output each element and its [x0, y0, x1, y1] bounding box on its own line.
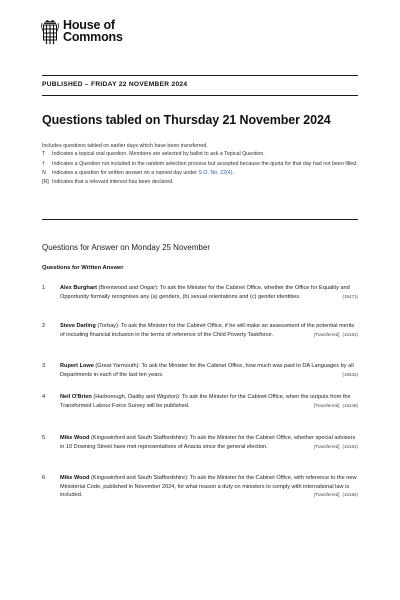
question-text: (Great Yarmouth): To ask the Minister for the Cabinet Office, how much was paid to DA Languages by all Departments in each of the last ten years. — [60, 363, 354, 378]
legend-text-after: . — [232, 169, 234, 176]
question-body — [60, 393, 358, 410]
transferred-tag: [Transferred] — [313, 402, 340, 408]
question-item — [42, 322, 358, 339]
question-id: (15248) — [342, 402, 358, 408]
member-name: Mike Wood — [60, 435, 90, 441]
transferred-tag: [Transferred] — [313, 443, 340, 449]
question-body — [60, 474, 358, 500]
member-name: Steve Darling — [60, 323, 96, 329]
transferred-tag: [Transferred] — [313, 331, 340, 337]
question-number: 2 — [42, 323, 46, 329]
portcullis-icon — [40, 19, 60, 45]
question-id: (15191) — [342, 443, 358, 449]
question-body — [60, 284, 358, 301]
question-body — [60, 362, 358, 379]
legend-symbol: N — [42, 169, 46, 176]
legend-item-topical — [42, 151, 358, 158]
question-text: (Torbay): To ask the Minister for the Cabinet Office, if he will make an assessment of the potential merits of including financial inclusion in the terms of reference of the Child Poverty Taskforce. — [60, 323, 355, 338]
legend-symbol: † — [42, 160, 45, 167]
question-id: (15632) — [342, 371, 358, 377]
logo-wordmark — [63, 19, 123, 43]
legend-text-before: Indicates a question for written answer on a named day under — [52, 169, 199, 176]
question-id: (15191) — [342, 331, 358, 337]
legend-item-relevant-interest — [42, 179, 358, 186]
question-id: (15192) — [342, 492, 358, 497]
question-body — [60, 322, 358, 339]
top-rule — [42, 75, 358, 76]
question-item — [42, 393, 358, 410]
question-item — [42, 362, 358, 379]
question-text: (Kingswinford and South Staffordshire): To ask the Minister for the Cabinet Office, whether special advisers in 10 Downing Street have met representatives of Anacta since the general election. — [60, 435, 356, 450]
legend-symbol: T — [42, 151, 46, 158]
question-item — [42, 474, 358, 500]
header-divider — [42, 95, 358, 96]
standing-order-link[interactable]: S.O. No. 22(4) — [198, 169, 233, 176]
question-meta — [314, 331, 358, 340]
question-number: 6 — [42, 475, 46, 481]
question-meta — [339, 293, 358, 302]
question-number: 3 — [42, 363, 46, 369]
notes-intro: Includes questions tabled on earlier days which have been transferred. — [42, 143, 208, 149]
question-meta — [314, 491, 358, 500]
notes-divider — [42, 219, 358, 220]
question-number: 1 — [42, 285, 46, 291]
member-name: Rupert Lowe — [60, 363, 94, 369]
legend-text: Indicates that a relevant interest has been declared. — [52, 179, 174, 186]
legend-text: Indicates a topical oral question. Members are selected by ballot to ask a Topical Question. — [52, 151, 265, 158]
logo-line-2: Commons — [63, 30, 123, 44]
question-item — [42, 284, 358, 301]
section-title: Questions for Answer on Monday 25 November — [42, 243, 211, 252]
member-name: Alex Burghart — [60, 285, 97, 291]
legend-notes — [42, 143, 358, 189]
question-meta — [339, 371, 358, 380]
member-name: Neil O'Brien — [60, 394, 92, 400]
question-id: (15471) — [342, 293, 358, 299]
legend-text — [52, 170, 358, 177]
legend-item-dagger — [42, 161, 358, 168]
question-meta — [314, 402, 358, 411]
legend-item-named-day — [42, 170, 358, 177]
question-number: 4 — [42, 394, 46, 400]
question-body — [60, 434, 358, 451]
page-title: Questions tabled on Thursday 21 November 2024 — [42, 113, 331, 127]
logo-line-1: House of — [63, 18, 115, 32]
question-text: (Harborough, Oadby and Wigston): To ask the Minister for the Cabinet Office, when the outputs from the Transformed Labour Force Survey will be published. — [60, 394, 351, 409]
question-meta — [314, 443, 358, 452]
house-of-commons-logo — [40, 19, 123, 45]
question-text: (Kingswinford and South Staffordshire): To ask the Minister for the Cabinet Office, with reference to the new Ministerial Code, published in November 2024, for what reason a duty on ministers to comply with international law is included. — [60, 475, 357, 498]
transferred-tag: [Transferred] — [313, 492, 340, 497]
question-text: (Brentwood and Ongar): To ask the Minister for the Cabinet Office, whether the Office for Equality and Opportunity formally recognises any (a) genders, (b) sexual orientations and (c) gender identities. — [60, 285, 350, 300]
question-item — [42, 434, 358, 451]
question-number: 5 — [42, 435, 46, 441]
member-name: Mike Wood — [60, 475, 90, 481]
legend-symbol: [R] — [42, 179, 49, 186]
published-date: PUBLISHED – FRIDAY 22 NOVEMBER 2024 — [42, 81, 188, 88]
subsection-title: Questions for Written Answer — [42, 265, 124, 271]
legend-text: Indicates a Question not included in the random selection process but accepted because the quota for that day had not been filled. — [52, 160, 358, 167]
